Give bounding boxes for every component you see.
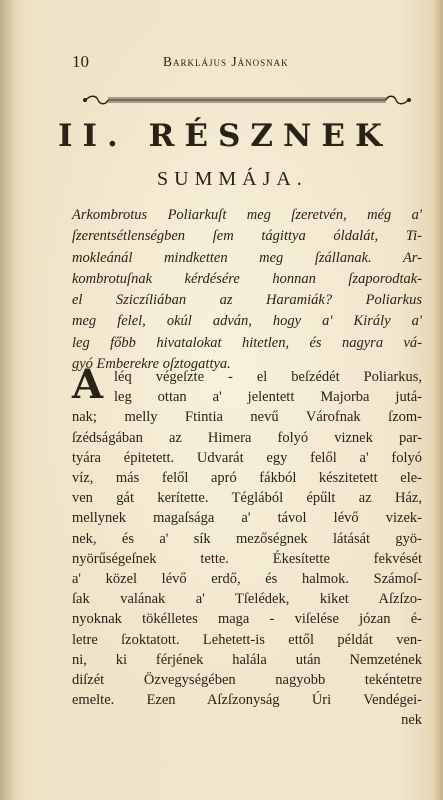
body-line: diſzét Özvegységében nagyobb tekéntetre [72, 672, 422, 689]
body-line: leg ottan a' jelentett Majorba jutá- [114, 389, 422, 406]
body-line: nyoknak tökélletes maga - viſelése józan é- [72, 611, 422, 628]
summary-line: meg felel, okúl adván, hogy a' Király a' [72, 313, 422, 330]
body-line: mellynek magaſsága a' távol lévő vizek- [72, 510, 422, 527]
summary-line: el Sziczíliában az Haramiák? Poliarkus [72, 292, 422, 309]
summary-line: Arkombrotus Poliarkuſt meg ſzeretvén, még a' [72, 207, 422, 223]
body-line: ſak valának a' Tſelédek, kiket Aſzſzo- [72, 591, 422, 608]
body-line: nyörűségeſnek tette. Ékesítette fekvését [72, 550, 422, 567]
gutter-shadow [0, 0, 18, 800]
body-line: letre ſzoktatott. Lehetett-is ettől példát ven- [72, 631, 422, 648]
running-head [0, 52, 443, 76]
page-number: 10 [72, 52, 89, 71]
ornament-divider [82, 94, 412, 106]
body-line: a' közel lévő erdő, és halmok. Számoſ- [72, 571, 422, 588]
body-line: nak; melly Ftintia nevű Várofnak ſzom- [72, 409, 422, 426]
body-line: tyára épitetett. Udvarát egy felől a' folyó [72, 449, 422, 466]
body-line: ven gát kerítette. Téglából épűlt az Ház, [72, 490, 422, 507]
running-title: Barklájus Jánosnak [163, 54, 289, 69]
body-line: ni, ki férjének halála után Nemzetének [72, 651, 422, 668]
catchword: nek [401, 712, 422, 729]
body-line: ſzédságában az Himera folyó viznek par- [72, 429, 422, 446]
part-heading: II. RÉSZNEK [58, 118, 392, 154]
chapter-summary [72, 205, 422, 375]
summary-line: mokleánál mindketten meg ſzállanak. Ar- [72, 249, 422, 266]
part-subheading: SUMMÁJA. [157, 168, 308, 190]
body-line: emelte. Ezen Aſzſzonyság Úri Vendégei- [72, 692, 422, 709]
body-line: nek, és a' sík mezőségnek látását gyö- [72, 530, 422, 547]
summary-line: gyó Emberekre oſztogattya. [72, 356, 231, 373]
drop-cap: A [72, 361, 104, 408]
body-line: léq végeſzte - el beſzédét Poliarkus, [114, 369, 422, 385]
summary-line: leg főbb hivatalokat hitetlen, és nagyra vá- [72, 334, 422, 351]
body-line: víz, más felől apró fákból készitetett ele- [72, 470, 422, 487]
summary-line: kombrotuſnak kérdésére honnan ſzaporodtak- [72, 270, 422, 287]
summary-line: ſzerentsétlenségben ſem tágittya óldalát, Ti- [72, 228, 422, 245]
page-edge-shadow [433, 0, 443, 800]
